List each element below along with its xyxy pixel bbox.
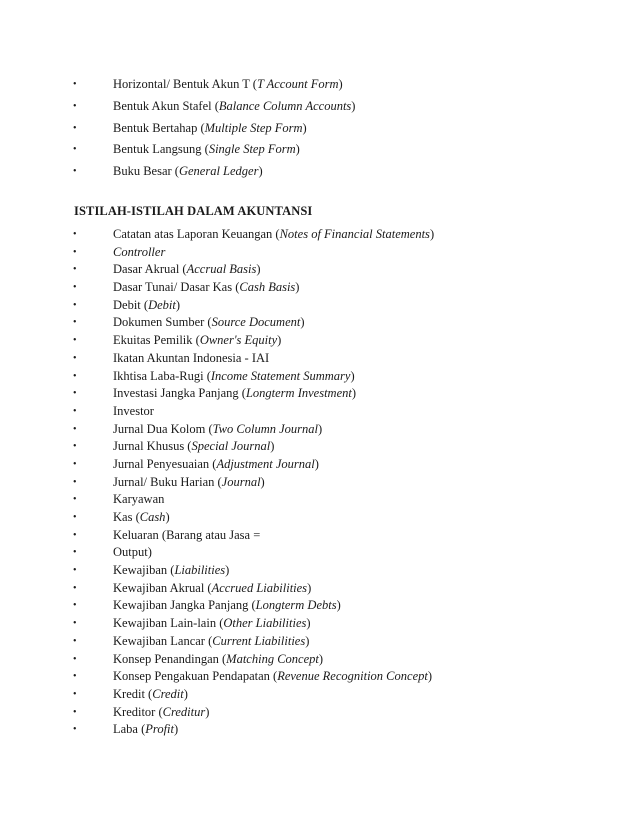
bullet-icon: • xyxy=(73,370,77,382)
term-text: Ikatan Akuntan Indonesia - IAI xyxy=(113,350,270,365)
term-text: Buku Besar ( xyxy=(113,164,179,179)
closing-paren: ) xyxy=(350,368,355,383)
closing-paren: ) xyxy=(427,669,433,684)
term-text: Kewajiban Akrual ( xyxy=(113,580,212,595)
term-translation: Journal xyxy=(221,474,261,489)
closing-paren: ) xyxy=(270,439,275,454)
closing-paren: ) xyxy=(225,563,230,578)
bullet-icon: • xyxy=(73,724,77,736)
term-translation: Debit xyxy=(148,297,176,312)
term-translation: Single Step Form xyxy=(208,142,296,157)
term-translation: Income Statement Summary xyxy=(210,368,351,383)
term-text: Bentuk Bertahap ( xyxy=(113,120,205,135)
list-item-text xyxy=(113,509,170,527)
list-item-text xyxy=(113,438,274,456)
list-item-text xyxy=(113,74,343,96)
list-item xyxy=(0,491,638,509)
term-text: Jurnal/ Buku Harian ( xyxy=(113,474,222,489)
term-translation: Balance Column Accounts xyxy=(218,98,352,113)
term-text: Jurnal Dua Kolom ( xyxy=(113,421,213,436)
bullet-icon: • xyxy=(73,423,77,435)
bullet-icon: • xyxy=(73,582,77,594)
closing-paren: ) xyxy=(318,651,324,666)
closing-paren: ) xyxy=(314,456,319,471)
closing-paren: ) xyxy=(277,333,282,348)
list-item-text xyxy=(113,544,152,562)
list-item xyxy=(0,314,638,332)
list-item xyxy=(0,421,638,439)
list-item xyxy=(0,74,638,96)
list-item-text xyxy=(113,615,311,633)
list-item-text xyxy=(113,456,319,474)
closing-paren: ) xyxy=(351,98,356,113)
bullet-icon: • xyxy=(73,299,77,311)
list-item-text xyxy=(113,261,261,279)
list-item-text xyxy=(113,118,307,140)
form-types-list xyxy=(0,74,638,183)
terms-list xyxy=(0,226,638,739)
list-item xyxy=(0,118,638,140)
term-text: Bentuk Langsung ( xyxy=(113,142,209,157)
term-text: Kredit ( xyxy=(113,686,153,701)
list-item-text xyxy=(113,314,305,332)
bullet-icon: • xyxy=(73,79,77,90)
term-translation: Two Column Journal xyxy=(212,421,318,436)
term-translation: Special Journal xyxy=(191,439,271,454)
list-item-text xyxy=(113,704,209,722)
list-item xyxy=(0,668,638,686)
list-item xyxy=(0,456,638,474)
closing-paren: ) xyxy=(205,704,210,719)
closing-paren: ) xyxy=(183,686,188,701)
list-item-text xyxy=(113,562,229,580)
list-item xyxy=(0,96,638,118)
term-text: Horizontal/ Bentuk Akun T ( xyxy=(113,77,257,91)
term-text: Konsep Penandingan ( xyxy=(113,651,227,666)
term-text: Jurnal Penyesuaian ( xyxy=(113,456,217,471)
bullet-icon: • xyxy=(73,600,77,612)
bullet-icon: • xyxy=(73,618,77,630)
list-item-text xyxy=(113,350,269,368)
bullet-icon: • xyxy=(73,282,77,294)
bullet-icon: • xyxy=(73,405,77,417)
list-item-text xyxy=(113,668,432,686)
list-item-text xyxy=(113,297,180,315)
list-item-text xyxy=(113,580,311,598)
section-heading: ISTILAH-ISTILAH DALAM AKUNTANSI xyxy=(74,204,313,218)
list-item-text xyxy=(113,651,323,669)
bullet-icon: • xyxy=(73,144,77,156)
closing-paren: ) xyxy=(174,722,179,737)
term-translation: Matching Concept xyxy=(226,651,319,666)
term-text: Keluaran (Barang atau Jasa = xyxy=(113,527,261,542)
list-item xyxy=(0,368,638,386)
list-item xyxy=(0,580,638,598)
bullet-icon: • xyxy=(73,458,77,470)
list-item-text xyxy=(113,597,341,615)
term-text: Debit ( xyxy=(113,297,149,312)
list-item xyxy=(0,527,638,545)
list-item xyxy=(0,161,638,183)
list-item xyxy=(0,297,638,315)
closing-paren: ) xyxy=(336,598,341,613)
list-item xyxy=(0,721,638,739)
term-text: Ikhtisa Laba-Rugi ( xyxy=(113,368,211,383)
closing-paren: ) xyxy=(165,510,170,524)
term-translation: Profit xyxy=(145,722,174,737)
list-item-text xyxy=(113,139,300,161)
closing-paren: ) xyxy=(302,120,307,135)
bullet-icon: • xyxy=(73,122,77,134)
list-item-text xyxy=(113,244,165,262)
bullet-icon: • xyxy=(73,635,77,647)
term-translation: Creditur xyxy=(162,704,206,719)
term-text: Ekuitas Pemilik ( xyxy=(113,333,200,348)
term-text: Investasi Jangka Panjang ( xyxy=(113,386,246,401)
bullet-icon: • xyxy=(73,441,77,453)
term-text: Catatan atas Laporan Keuangan ( xyxy=(113,227,280,241)
term-translation: Owner's Equity xyxy=(199,333,278,348)
list-item xyxy=(0,562,638,580)
list-item-text xyxy=(113,332,281,350)
term-text: Laba ( xyxy=(113,722,146,737)
closing-paren: ) xyxy=(429,227,435,241)
bullet-icon: • xyxy=(73,352,77,364)
list-item xyxy=(0,615,638,633)
list-item xyxy=(0,651,638,669)
closing-paren: ) xyxy=(295,142,300,157)
term-text: Dasar Akrual ( xyxy=(113,262,187,277)
list-item-text xyxy=(113,403,154,421)
list-item xyxy=(0,350,638,368)
list-item-text xyxy=(113,421,322,439)
list-item-text xyxy=(113,491,164,509)
list-item xyxy=(0,385,638,403)
bullet-icon: • xyxy=(73,671,77,683)
list-item xyxy=(0,686,638,704)
list-item xyxy=(0,438,638,456)
term-translation: T Account Form xyxy=(256,77,339,91)
term-translation: Notes of Financial Statements xyxy=(279,227,430,241)
term-text: Dasar Tunai/ Dasar Kas ( xyxy=(113,280,240,295)
bullet-icon: • xyxy=(73,166,77,178)
term-translation: Other Liabilities xyxy=(223,616,307,631)
term-text: Kewajiban Lancar ( xyxy=(113,633,213,648)
term-translation: Longterm Investment xyxy=(245,386,352,401)
bullet-icon: • xyxy=(73,317,77,329)
term-translation: Revenue Recognition Concept xyxy=(277,669,428,684)
term-translation: Controller xyxy=(113,244,166,259)
closing-paren: ) xyxy=(351,386,357,401)
list-item xyxy=(0,633,638,651)
bullet-icon: • xyxy=(73,494,77,506)
closing-paren: ) xyxy=(260,474,265,489)
term-translation: Credit xyxy=(152,686,184,701)
term-text: Karyawan xyxy=(113,492,165,507)
bullet-icon: • xyxy=(73,512,77,523)
bullet-icon: • xyxy=(73,547,77,559)
list-item-text xyxy=(113,161,263,183)
term-translation: Liabilities xyxy=(174,563,226,578)
list-item xyxy=(0,279,638,297)
list-item xyxy=(0,597,638,615)
bullet-icon: • xyxy=(73,653,77,665)
list-item xyxy=(0,544,638,562)
bullet-icon: • xyxy=(73,246,77,258)
bullet-icon: • xyxy=(73,529,77,541)
term-text: Jurnal Khusus ( xyxy=(113,439,192,454)
closing-paren: ) xyxy=(317,421,323,436)
list-item-text xyxy=(113,279,299,297)
term-text: Investor xyxy=(113,403,154,418)
term-translation: Current Liabilities xyxy=(212,633,306,648)
list-item-text xyxy=(113,385,356,403)
term-translation: Cash xyxy=(139,510,166,524)
closing-paren: ) xyxy=(258,164,263,179)
bullet-icon: • xyxy=(73,100,77,112)
list-item-text xyxy=(113,474,265,492)
list-item xyxy=(0,139,638,161)
list-item-text xyxy=(113,527,260,545)
term-translation: Source Document xyxy=(211,315,301,330)
term-text: Kreditor ( xyxy=(113,704,163,719)
term-text: Konsep Pengakuan Pendapatan ( xyxy=(113,669,278,684)
list-item xyxy=(0,704,638,722)
term-translation: Accrual Basis xyxy=(186,262,257,277)
list-item-text xyxy=(113,226,434,244)
list-item-text xyxy=(113,633,309,651)
term-translation: Adjustment Journal xyxy=(216,456,315,471)
list-item xyxy=(0,509,638,527)
list-item-text xyxy=(113,721,178,739)
list-item xyxy=(0,261,638,279)
closing-paren: ) xyxy=(175,297,181,312)
list-item-text xyxy=(113,686,188,704)
term-text: Dokumen Sumber ( xyxy=(113,315,212,330)
bullet-icon: • xyxy=(73,565,77,577)
list-item-text xyxy=(113,368,355,386)
bullet-icon: • xyxy=(73,706,77,718)
list-item xyxy=(0,332,638,350)
list-item-text xyxy=(113,96,355,118)
bullet-icon: • xyxy=(73,388,77,400)
term-translation: Cash Basis xyxy=(239,280,296,295)
term-text: Kewajiban ( xyxy=(113,563,175,578)
bullet-icon: • xyxy=(73,688,77,700)
term-translation: Multiple Step Form xyxy=(204,120,303,135)
closing-paren: ) xyxy=(306,616,311,631)
closing-paren: ) xyxy=(338,77,343,91)
term-text: Output) xyxy=(113,545,152,560)
closing-paren: ) xyxy=(305,633,310,648)
closing-paren: ) xyxy=(300,315,305,330)
closing-paren: ) xyxy=(295,280,300,295)
list-item xyxy=(0,226,638,244)
term-translation: General Ledger xyxy=(178,164,259,179)
bullet-icon: • xyxy=(73,335,77,347)
term-text: Kas ( xyxy=(113,510,140,524)
term-text: Kewajiban Lain-lain ( xyxy=(113,616,224,631)
list-item xyxy=(0,244,638,262)
term-text: Bentuk Akun Stafel ( xyxy=(113,98,219,113)
bullet-icon: • xyxy=(73,264,77,276)
closing-paren: ) xyxy=(256,262,261,277)
list-item xyxy=(0,474,638,492)
term-translation: Accrued Liabilities xyxy=(211,580,308,595)
bullet-icon: • xyxy=(73,476,77,488)
term-translation: Longterm Debts xyxy=(255,598,337,613)
bullet-icon: • xyxy=(73,229,77,240)
list-item xyxy=(0,403,638,421)
closing-paren: ) xyxy=(307,580,312,595)
term-text: Kewajiban Jangka Panjang ( xyxy=(113,598,256,613)
